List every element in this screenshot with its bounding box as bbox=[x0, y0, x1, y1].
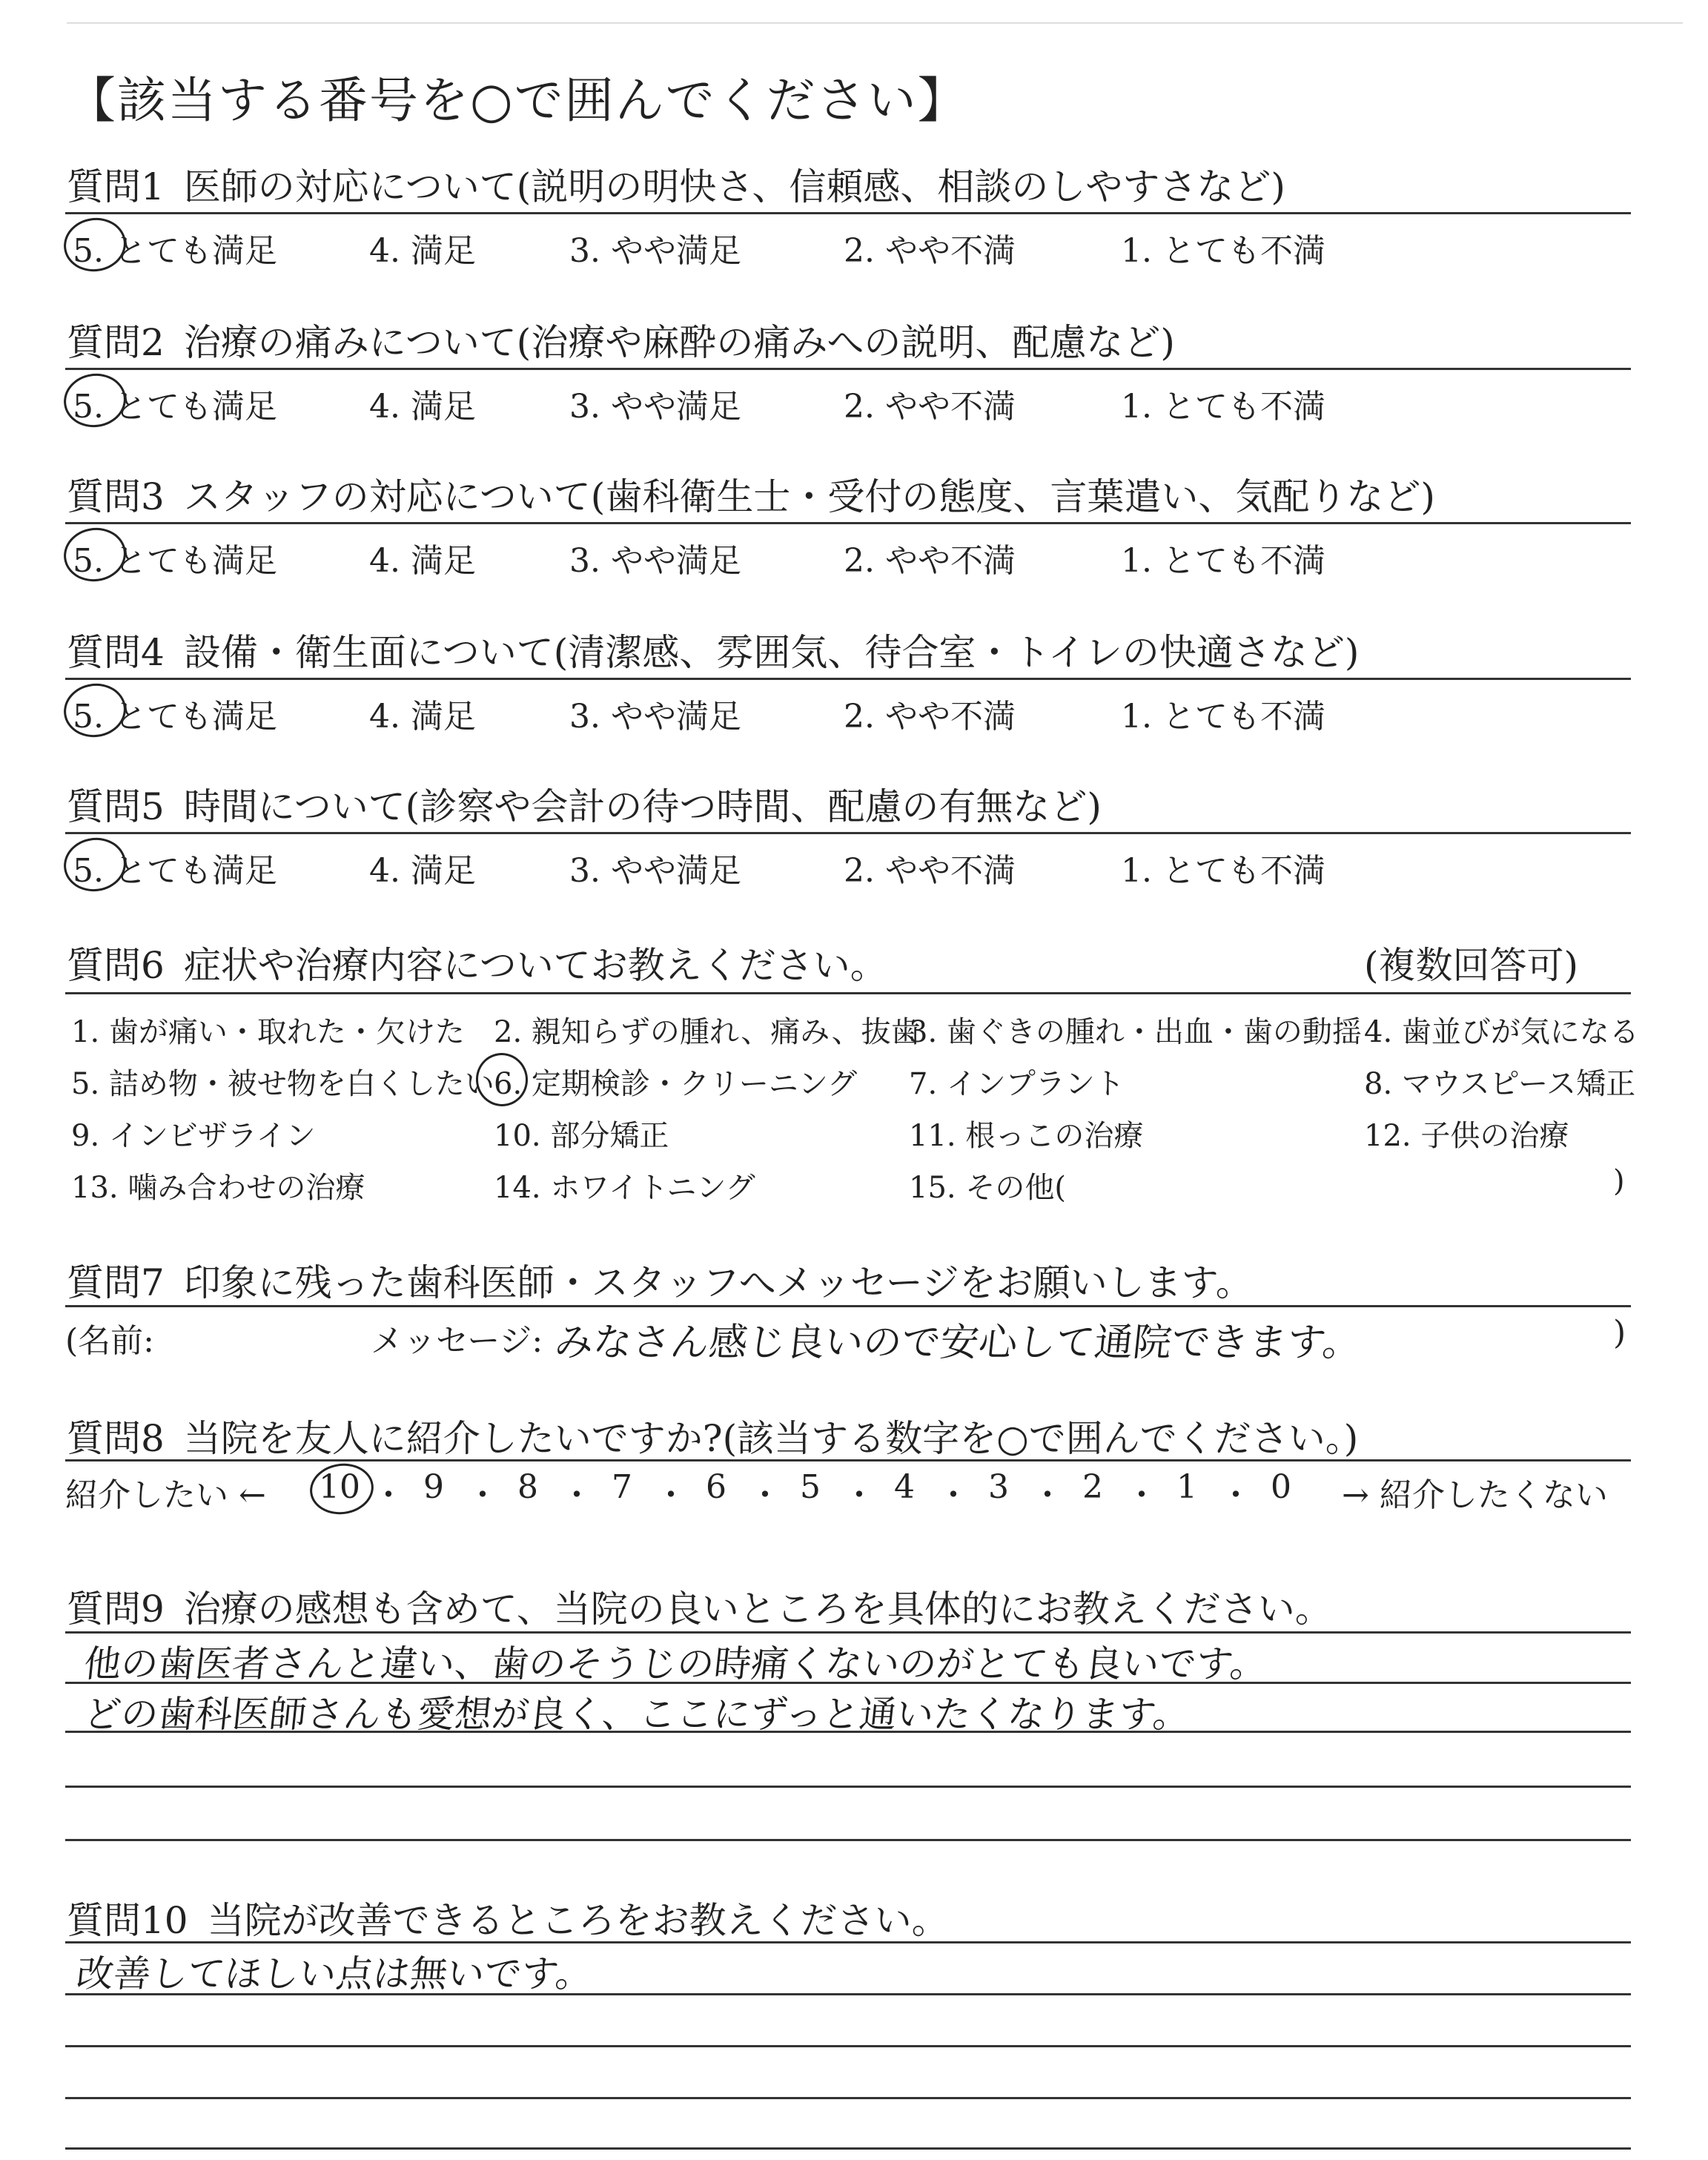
q6-option-10[interactable]: 10. 部分矯正 bbox=[494, 1119, 669, 1153]
q7-rule bbox=[65, 1305, 1631, 1307]
q8-scale-separator: ・ bbox=[466, 1476, 499, 1514]
q8-scale-8[interactable]: 8 bbox=[517, 1468, 538, 1506]
q10-rule-4 bbox=[65, 2097, 1631, 2099]
q8-scale-9[interactable]: 9 bbox=[423, 1468, 444, 1506]
q1-option-2[interactable]: 2. やや不満 bbox=[844, 232, 1016, 270]
q6-option-2[interactable]: 2. 親知らずの腫れ、痛み、抜歯 bbox=[494, 1015, 921, 1049]
q3-label: 質問3 bbox=[67, 475, 165, 518]
q8-scale-separator: ・ bbox=[372, 1476, 405, 1514]
q8-scale-separator: ・ bbox=[560, 1476, 593, 1514]
q1-option-1[interactable]: 1. とても不満 bbox=[1121, 232, 1325, 270]
q10-rule-1 bbox=[65, 1941, 1631, 1943]
q6-option-9[interactable]: 9. インビザライン bbox=[71, 1119, 316, 1153]
q9-answer-line-1: 他の歯医者さんと違い、歯のそうじの時痛くないのがとても良いです。 bbox=[82, 1642, 1270, 1685]
q9-heading bbox=[67, 1579, 1332, 1633]
q7-message-answer: みなさん感じ良いので安心して通院できます。 bbox=[552, 1321, 1364, 1365]
q8-scale-separator: ・ bbox=[655, 1476, 687, 1514]
q9-rule-5 bbox=[65, 1839, 1631, 1841]
q8-label: 質問8 bbox=[67, 1417, 165, 1460]
q8-scale-separator: ・ bbox=[749, 1476, 781, 1514]
q5-label: 質問5 bbox=[67, 785, 165, 828]
q8-scale-1[interactable]: 1 bbox=[1176, 1468, 1197, 1506]
q9-rule-1 bbox=[65, 1631, 1631, 1634]
q1-label: 質問1 bbox=[67, 165, 165, 208]
q1-option-4[interactable]: 4. 満足 bbox=[369, 232, 476, 270]
q10-text: 当院が改善できるところをお教えください。 bbox=[207, 1899, 949, 1942]
q9-label: 質問9 bbox=[67, 1588, 165, 1631]
q6-option-5[interactable]: 5. 詰め物・被せ物を白くしたい bbox=[71, 1067, 494, 1101]
q4-rule bbox=[65, 678, 1631, 680]
q8-heading bbox=[67, 1409, 1358, 1462]
q6-text: 症状や治療内容についてお教えください。 bbox=[183, 944, 887, 987]
q5-rule bbox=[65, 832, 1631, 834]
q2-rule bbox=[65, 368, 1631, 370]
q8-scale-separator: ・ bbox=[1125, 1476, 1158, 1514]
q4-option-5[interactable]: 5. とても満足 bbox=[73, 698, 277, 736]
q8-left-label: 紹介したい ← bbox=[65, 1476, 266, 1514]
q6-option-1[interactable]: 1. 歯が痛い・取れた・欠けた bbox=[71, 1015, 465, 1049]
q5-option-2[interactable]: 2. やや不満 bbox=[844, 852, 1016, 890]
q9-answer-line-2: どの歯科医師さんも愛想が良く、ここにずっと通いたくなります。 bbox=[82, 1693, 1193, 1736]
q8-scale-5[interactable]: 5 bbox=[800, 1468, 821, 1506]
q3-option-4[interactable]: 4. 満足 bbox=[369, 542, 476, 580]
q2-option-2[interactable]: 2. やや不満 bbox=[844, 388, 1016, 426]
q8-scale-separator: ・ bbox=[1031, 1476, 1064, 1514]
q6-option-12[interactable]: 12. 子供の治療 bbox=[1364, 1119, 1569, 1153]
q7-name-label: (名前: bbox=[65, 1322, 154, 1360]
q8-scale-3[interactable]: 3 bbox=[988, 1468, 1009, 1506]
q6-rule bbox=[65, 992, 1631, 994]
q4-heading bbox=[67, 623, 1359, 676]
q5-heading bbox=[67, 777, 1102, 830]
q7-text: 印象に残った歯科医師・スタッフへメッセージをお願いします。 bbox=[183, 1261, 1253, 1304]
q7-heading bbox=[67, 1253, 1253, 1307]
q10-rule-3 bbox=[65, 2045, 1631, 2047]
q6-heading bbox=[67, 936, 887, 989]
q3-text: スタッフの対応について(歯科衛生士・受付の態度、言葉遣い、気配りなど) bbox=[183, 475, 1435, 518]
q6-other-close-paren: ) bbox=[1613, 1164, 1625, 1198]
q6-label: 質問6 bbox=[67, 944, 165, 987]
q5-text: 時間について(診察や会計の待つ時間、配慮の有無など) bbox=[183, 785, 1102, 828]
q5-option-3[interactable]: 3. やや満足 bbox=[569, 852, 741, 890]
q1-option-5[interactable]: 5. とても満足 bbox=[73, 232, 277, 270]
q4-option-1[interactable]: 1. とても不満 bbox=[1121, 698, 1325, 736]
q8-rule bbox=[65, 1459, 1631, 1462]
q6-note: (複数回答可) bbox=[1364, 944, 1579, 987]
q6-option-8[interactable]: 8. マウスピース矯正 bbox=[1364, 1067, 1636, 1101]
q8-scale-10[interactable]: 10 bbox=[319, 1468, 360, 1506]
q8-scale-7[interactable]: 7 bbox=[612, 1468, 632, 1506]
q2-option-5[interactable]: 5. とても満足 bbox=[73, 388, 277, 426]
q5-option-5[interactable]: 5. とても満足 bbox=[73, 852, 277, 890]
q3-option-5[interactable]: 5. とても満足 bbox=[73, 542, 277, 580]
q3-option-1[interactable]: 1. とても不満 bbox=[1121, 542, 1325, 580]
q4-label: 質問4 bbox=[67, 631, 165, 674]
q2-heading bbox=[67, 313, 1175, 366]
q6-option-7[interactable]: 7. インプラント bbox=[909, 1067, 1125, 1101]
q5-option-1[interactable]: 1. とても不満 bbox=[1121, 852, 1325, 890]
q8-scale-0[interactable]: 0 bbox=[1271, 1468, 1291, 1506]
q8-scale-6[interactable]: 6 bbox=[706, 1468, 726, 1506]
q9-text: 治療の感想も含めて、当院の良いところを具体的にお教えください。 bbox=[183, 1588, 1332, 1631]
q5-option-4[interactable]: 4. 満足 bbox=[369, 852, 476, 890]
q2-label: 質問2 bbox=[67, 321, 165, 364]
q1-heading bbox=[67, 157, 1285, 211]
q8-right-label: → 紹介したくない bbox=[1342, 1476, 1608, 1514]
q2-option-1[interactable]: 1. とても不満 bbox=[1121, 388, 1325, 426]
q2-option-4[interactable]: 4. 満足 bbox=[369, 388, 476, 426]
q6-option-3[interactable]: 3. 歯ぐきの腫れ・出血・歯の動揺 bbox=[909, 1015, 1362, 1049]
q1-rule bbox=[65, 212, 1631, 214]
q3-option-2[interactable]: 2. やや不満 bbox=[844, 542, 1016, 580]
q4-option-4[interactable]: 4. 満足 bbox=[369, 698, 476, 736]
q10-answer-line-1: 改善してほしい点は無いです。 bbox=[74, 1952, 595, 1995]
q3-heading bbox=[67, 467, 1435, 521]
q8-scale-2[interactable]: 2 bbox=[1082, 1468, 1103, 1506]
q4-option-2[interactable]: 2. やや不満 bbox=[844, 698, 1016, 736]
q7-message-label: メッセージ: bbox=[371, 1322, 543, 1360]
q1-text: 医師の対応について(説明の明快さ、信頼感、相談のしやすさなど) bbox=[183, 165, 1285, 208]
q8-text: 当院を友人に紹介したいですか?(該当する数字を○で囲んでください。) bbox=[183, 1417, 1359, 1460]
q2-option-3[interactable]: 3. やや満足 bbox=[569, 388, 741, 426]
q7-label: 質問7 bbox=[67, 1261, 165, 1304]
q6-option-14[interactable]: 14. ホワイトニング bbox=[494, 1171, 755, 1205]
q9-rule-4 bbox=[65, 1786, 1631, 1788]
q10-heading bbox=[67, 1891, 949, 1944]
top-edge-line bbox=[67, 22, 1683, 24]
q8-scale-separator: ・ bbox=[843, 1476, 875, 1514]
q6-option-6[interactable]: 6. 定期検診・クリーニング bbox=[494, 1067, 858, 1101]
form-header: 【該当する番号を○で囲んでください】 bbox=[67, 72, 968, 129]
q10-label: 質問10 bbox=[67, 1899, 188, 1942]
q4-option-3[interactable]: 3. やや満足 bbox=[569, 698, 741, 736]
q3-rule bbox=[65, 522, 1631, 524]
q3-option-3[interactable]: 3. やや満足 bbox=[569, 542, 741, 580]
q8-scale-separator: ・ bbox=[1219, 1476, 1252, 1514]
q6-option-11[interactable]: 11. 根っこの治療 bbox=[909, 1119, 1144, 1153]
q6-option-13[interactable]: 13. 噛み合わせの治療 bbox=[71, 1171, 365, 1205]
q2-text: 治療の痛みについて(治療や麻酔の痛みへの説明、配慮など) bbox=[183, 321, 1175, 364]
q4-text: 設備・衛生面について(清潔感、雰囲気、待合室・トイレの快適さなど) bbox=[183, 631, 1360, 674]
q10-rule-5 bbox=[65, 2147, 1631, 2150]
q7-close-paren: ) bbox=[1613, 1314, 1626, 1352]
q6-option-15[interactable]: 15. その他( bbox=[909, 1171, 1066, 1205]
q8-scale-4[interactable]: 4 bbox=[894, 1468, 915, 1506]
q8-scale-separator: ・ bbox=[937, 1476, 970, 1514]
q1-option-3[interactable]: 3. やや満足 bbox=[569, 232, 741, 270]
q6-option-4[interactable]: 4. 歯並びが気になる bbox=[1364, 1015, 1639, 1049]
